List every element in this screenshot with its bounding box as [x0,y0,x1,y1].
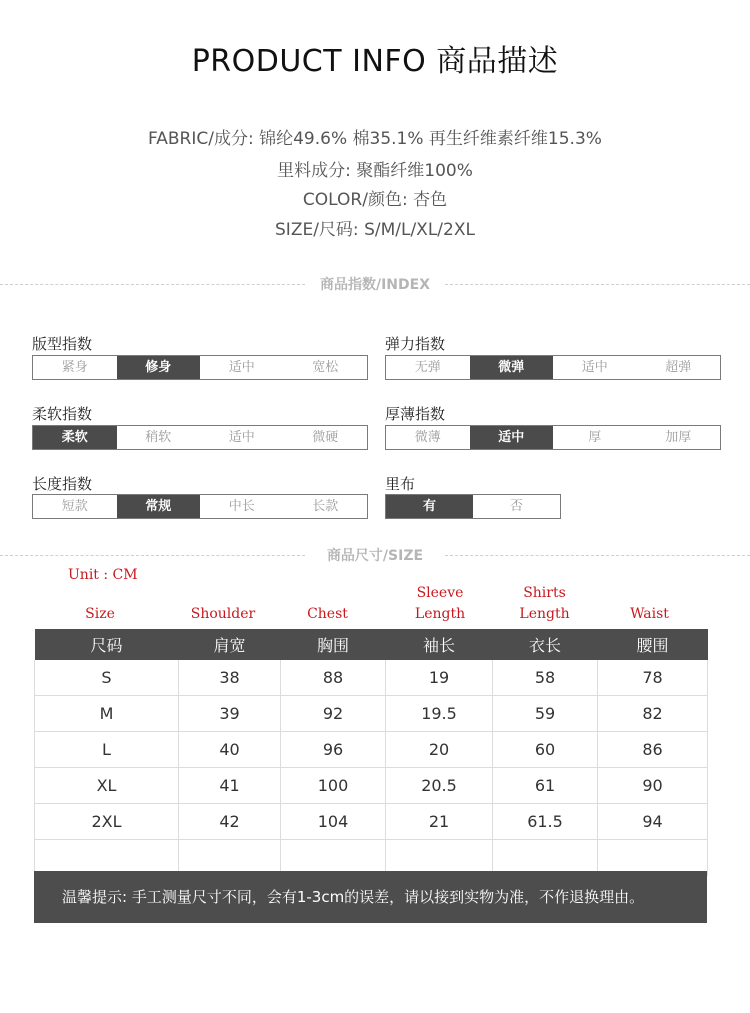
table-cell: 40 [179,732,281,768]
index-divider [0,274,750,294]
index-option: 否 [509,499,523,514]
table-cell: 82 [598,696,708,732]
table-header-cell: 腰围 [598,629,708,660]
table-cell: 42 [179,804,281,840]
en-header-size: Size [85,606,115,622]
size-info: SIZE/尺码: S/M/L/XL/2XL [275,220,475,240]
table-cell: 39 [179,696,281,732]
en-header-chest: Chest [307,606,348,622]
index-option: 短款 [61,499,88,514]
table-cell: 78 [598,660,708,696]
index-bar-softness [32,425,368,450]
table-cell: 88 [281,660,386,696]
table-cell: M [35,696,179,732]
table-row [35,732,708,768]
table-cell: 21 [386,804,493,840]
table-cell: 59 [493,696,598,732]
title-cn: 商品描述 [436,44,559,79]
index-bar-lining [385,494,561,519]
index-option-selected: 修身 [117,356,201,379]
table-header-cell: 胸围 [281,629,386,660]
en-header-sleeve-length: Sleeve Length [414,585,466,622]
index-option: 稍软 [145,430,172,445]
size-rows [35,660,708,876]
index-option: 紧身 [61,360,88,375]
table-cell: 38 [179,660,281,696]
table-cell: 19.5 [386,696,493,732]
table-cell: L [35,732,179,768]
index-bar-thickness [385,425,721,450]
table-row [35,768,708,804]
table-cell: 19 [386,660,493,696]
unit-label: Unit : CM [68,567,138,583]
index-option: 适中 [581,360,608,375]
en-header-shoulder: Shoulder [190,606,256,622]
page-title [0,36,750,80]
size-section-title: 商品尺寸/SIZE [326,548,424,564]
table-cell: 86 [598,732,708,768]
table-cell: 20 [386,732,493,768]
en-header-waist: Waist [630,606,669,622]
color-info: COLOR/颜色: 杏色 [302,190,448,210]
en-header-shirts-length: Shirts Length [519,585,570,622]
table-cell: 61 [493,768,598,804]
index-bar-elasticity [385,355,721,380]
index-option: 无弹 [414,360,441,375]
index-option-selected: 柔软 [33,426,117,449]
index-option: 适中 [228,360,255,375]
index-label-fit: 版型指数 [32,335,93,353]
lining-info: 里料成分: 聚酯纤维100% [277,161,473,181]
table-cell: 90 [598,768,708,804]
table-cell: 92 [281,696,386,732]
table-cell: 100 [281,768,386,804]
index-label-softness: 柔软指数 [32,405,93,423]
index-option: 微薄 [414,430,441,445]
table-cell: 58 [493,660,598,696]
index-option: 长款 [312,499,339,514]
index-label-lining: 里布 [385,475,416,493]
index-bar-fit [32,355,368,380]
table-header-cell: 尺码 [35,629,179,660]
index-option-selected: 有 [386,495,473,518]
table-header-cell: 肩宽 [179,629,281,660]
index-option: 微硬 [312,430,339,445]
fabric-info: FABRIC/成分: 锦纶49.6% 棉35.1% 再生纤维素纤维15.3% [148,129,602,149]
index-section-title: 商品指数/INDEX [319,277,431,293]
index-option: 加厚 [665,430,692,445]
table-row [35,660,708,696]
index-label-elasticity: 弹力指数 [385,335,446,353]
table-row [35,696,708,732]
table-header-cell: 袖长 [386,629,493,660]
table-cell: S [35,660,179,696]
table-cell: 60 [493,732,598,768]
index-label-thickness: 厚薄指数 [385,405,446,423]
index-option-selected: 适中 [470,426,554,449]
table-cell: 61.5 [493,804,598,840]
table-cell: 41 [179,768,281,804]
index-option-selected: 微弹 [470,356,554,379]
size-table [34,629,708,876]
index-option-selected: 常规 [117,495,201,518]
index-label-length: 长度指数 [32,475,93,493]
index-bar-length [32,494,368,519]
index-option: 宽松 [312,360,339,375]
notice-banner: 温馨提示: 手工测量尺寸不同，会有1-3cm的误差，请以接到实物为准，不作退换理由。 [34,871,707,923]
size-divider [0,545,750,565]
title-en: PRODUCT INFO [191,44,427,79]
table-row [35,804,708,840]
table-cell: 20.5 [386,768,493,804]
index-option: 适中 [228,430,255,445]
table-header-cell: 衣长 [493,629,598,660]
table-cell: 104 [281,804,386,840]
table-cell: XL [35,768,179,804]
index-option: 超弹 [665,360,692,375]
table-cell: 2XL [35,804,179,840]
table-cell: 94 [598,804,708,840]
table-cell: 96 [281,732,386,768]
table-header-row [35,629,708,660]
index-option: 厚 [588,430,602,445]
index-option: 中长 [228,499,255,514]
